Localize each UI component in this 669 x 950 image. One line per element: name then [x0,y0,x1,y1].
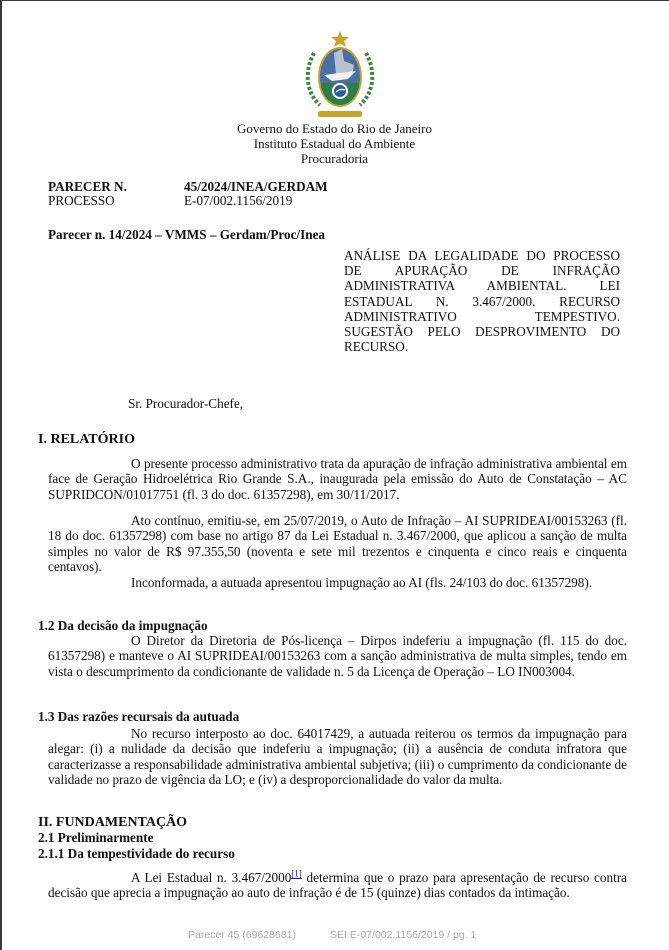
paragraph: A Lei Estadual n. 3.467/2000[1] determina que o prazo para apresentação de recurso contra decisão que aprecia a impugnação ao auto de infração é de 15 (quinze) dias contados da intimação. [48,868,627,901]
paragraph: Ato contínuo, emitiu-se, em 25/07/2019, o Auto de Infração – AI SUPRIDEAI/00153263 (fl. 18 do doc. 61357298) com base no artigo 87 da Lei Estadual n. 3.467/2000, que aplicou a sanção de multa simples no valor de R$ 97.355,50 (noventa e sete mil trezentos e cinquenta e cinco reais e cinquenta centavos). [48,513,627,575]
org-institute: Instituto Estadual do Ambiente [253,136,416,151]
footnote-link[interactable]: [1] [291,868,302,879]
section-heading-tempestividade: 2.1.1 Da tempestividade do recurso [38,846,235,861]
paragraph: No recurso interposto ao doc. 64017429, a autuada reiterou os termos da impugnação para alegar: (i) a nulidade da decisão que indeferiu a impugnação; (ii) a ausência de conduta infratora que caracterizasse a responsabilidade administrativa ambiental subjetiva; (iii) o cumprimento da condicionante de validade no prazo de vigência da LO; e (iv) a desproporcionalidade do valor da multa. [48,726,627,788]
greeting: Sr. Procurador-Chefe, [128,396,244,411]
coat-of-arms-icon [296,31,384,123]
parecer-label: PARECER N. [48,179,127,194]
ementa-line: RECURSO. [344,339,409,355]
ementa-line: ANÁLISE DA LEGALIDADE DO PROCESSO [344,248,620,263]
processo-row [48,194,292,208]
ementa-line: DE APURAÇÃO DE INFRAÇÃO [344,263,620,279]
ementa-line: SUGESTÃO PELO DESPROVIMENTO DO [344,324,620,340]
section-heading-relatorio: I. RELATÓRIO [38,432,135,447]
footer-page-ref: SEI E-07/002.1156/2019 / pg. 1 [330,929,477,941]
paragraph: O Diretor da Diretoria de Pós-licença – Dirpos indeferiu a impugnação (fl. 115 do doc. 61357298) e manteve o AI SUPRIDEAI/00153263 com a sanção administrativa de multa simples, tendo em vista o descumprimento da condicionante de validade n. 5 da Licença de Operação – LO IN003004. [48,633,627,679]
ementa-line: ADMINISTRATIVO TEMPESTIVO. [344,308,620,324]
window-border-top [0,0,669,1]
ementa [344,248,620,354]
parecer-number-row [48,180,328,194]
footer-doc-ref: Parecer 45 (69628681) [188,929,296,941]
star-icon [331,31,349,47]
ementa-line: ESTADUAL N. 3.467/2000. RECURSO [344,293,620,309]
org-department: Procuradoria [300,151,369,166]
section-heading-decisao: 1.2 Da decisão da impugnação [38,618,208,633]
parecer-value: 45/2024/INEA/GERDAM [184,179,328,194]
section-heading-preliminarmente: 2.1 Preliminarmente [38,830,154,845]
ementa-line: ADMINISTRATIVA AMBIENTAL. LEI [344,278,620,294]
paragraph: Inconformada, a autuada apresentou impugnação ao AI (fls. 24/103 do doc. 61357298). [131,575,593,590]
processo-value: E-07/002.1156/2019 [184,193,293,208]
parecer-subtitle: Parecer n. 14/2024 – VMMS – Gerdam/Proc/Inea [48,227,326,242]
paragraph: O presente processo administrativo trata da apuração de infração administrativa ambiental em face de Geração Hidroelétrica Rio Grande S.A., inaugurada pela emissão do Auto de Constatação – AC SUPRIDCON/01017751 (fl. 3 do doc. 61357298), em 30/11/2017. [48,456,627,502]
org-government: Governo do Estado do Rio de Janeiro [237,121,432,136]
section-heading-razoes: 1.3 Das razões recursais da autuada [38,709,240,724]
processo-label: PROCESSO [48,193,115,208]
section-heading-fundamentacao: II. FUNDAMENTAÇÃO [38,815,188,830]
